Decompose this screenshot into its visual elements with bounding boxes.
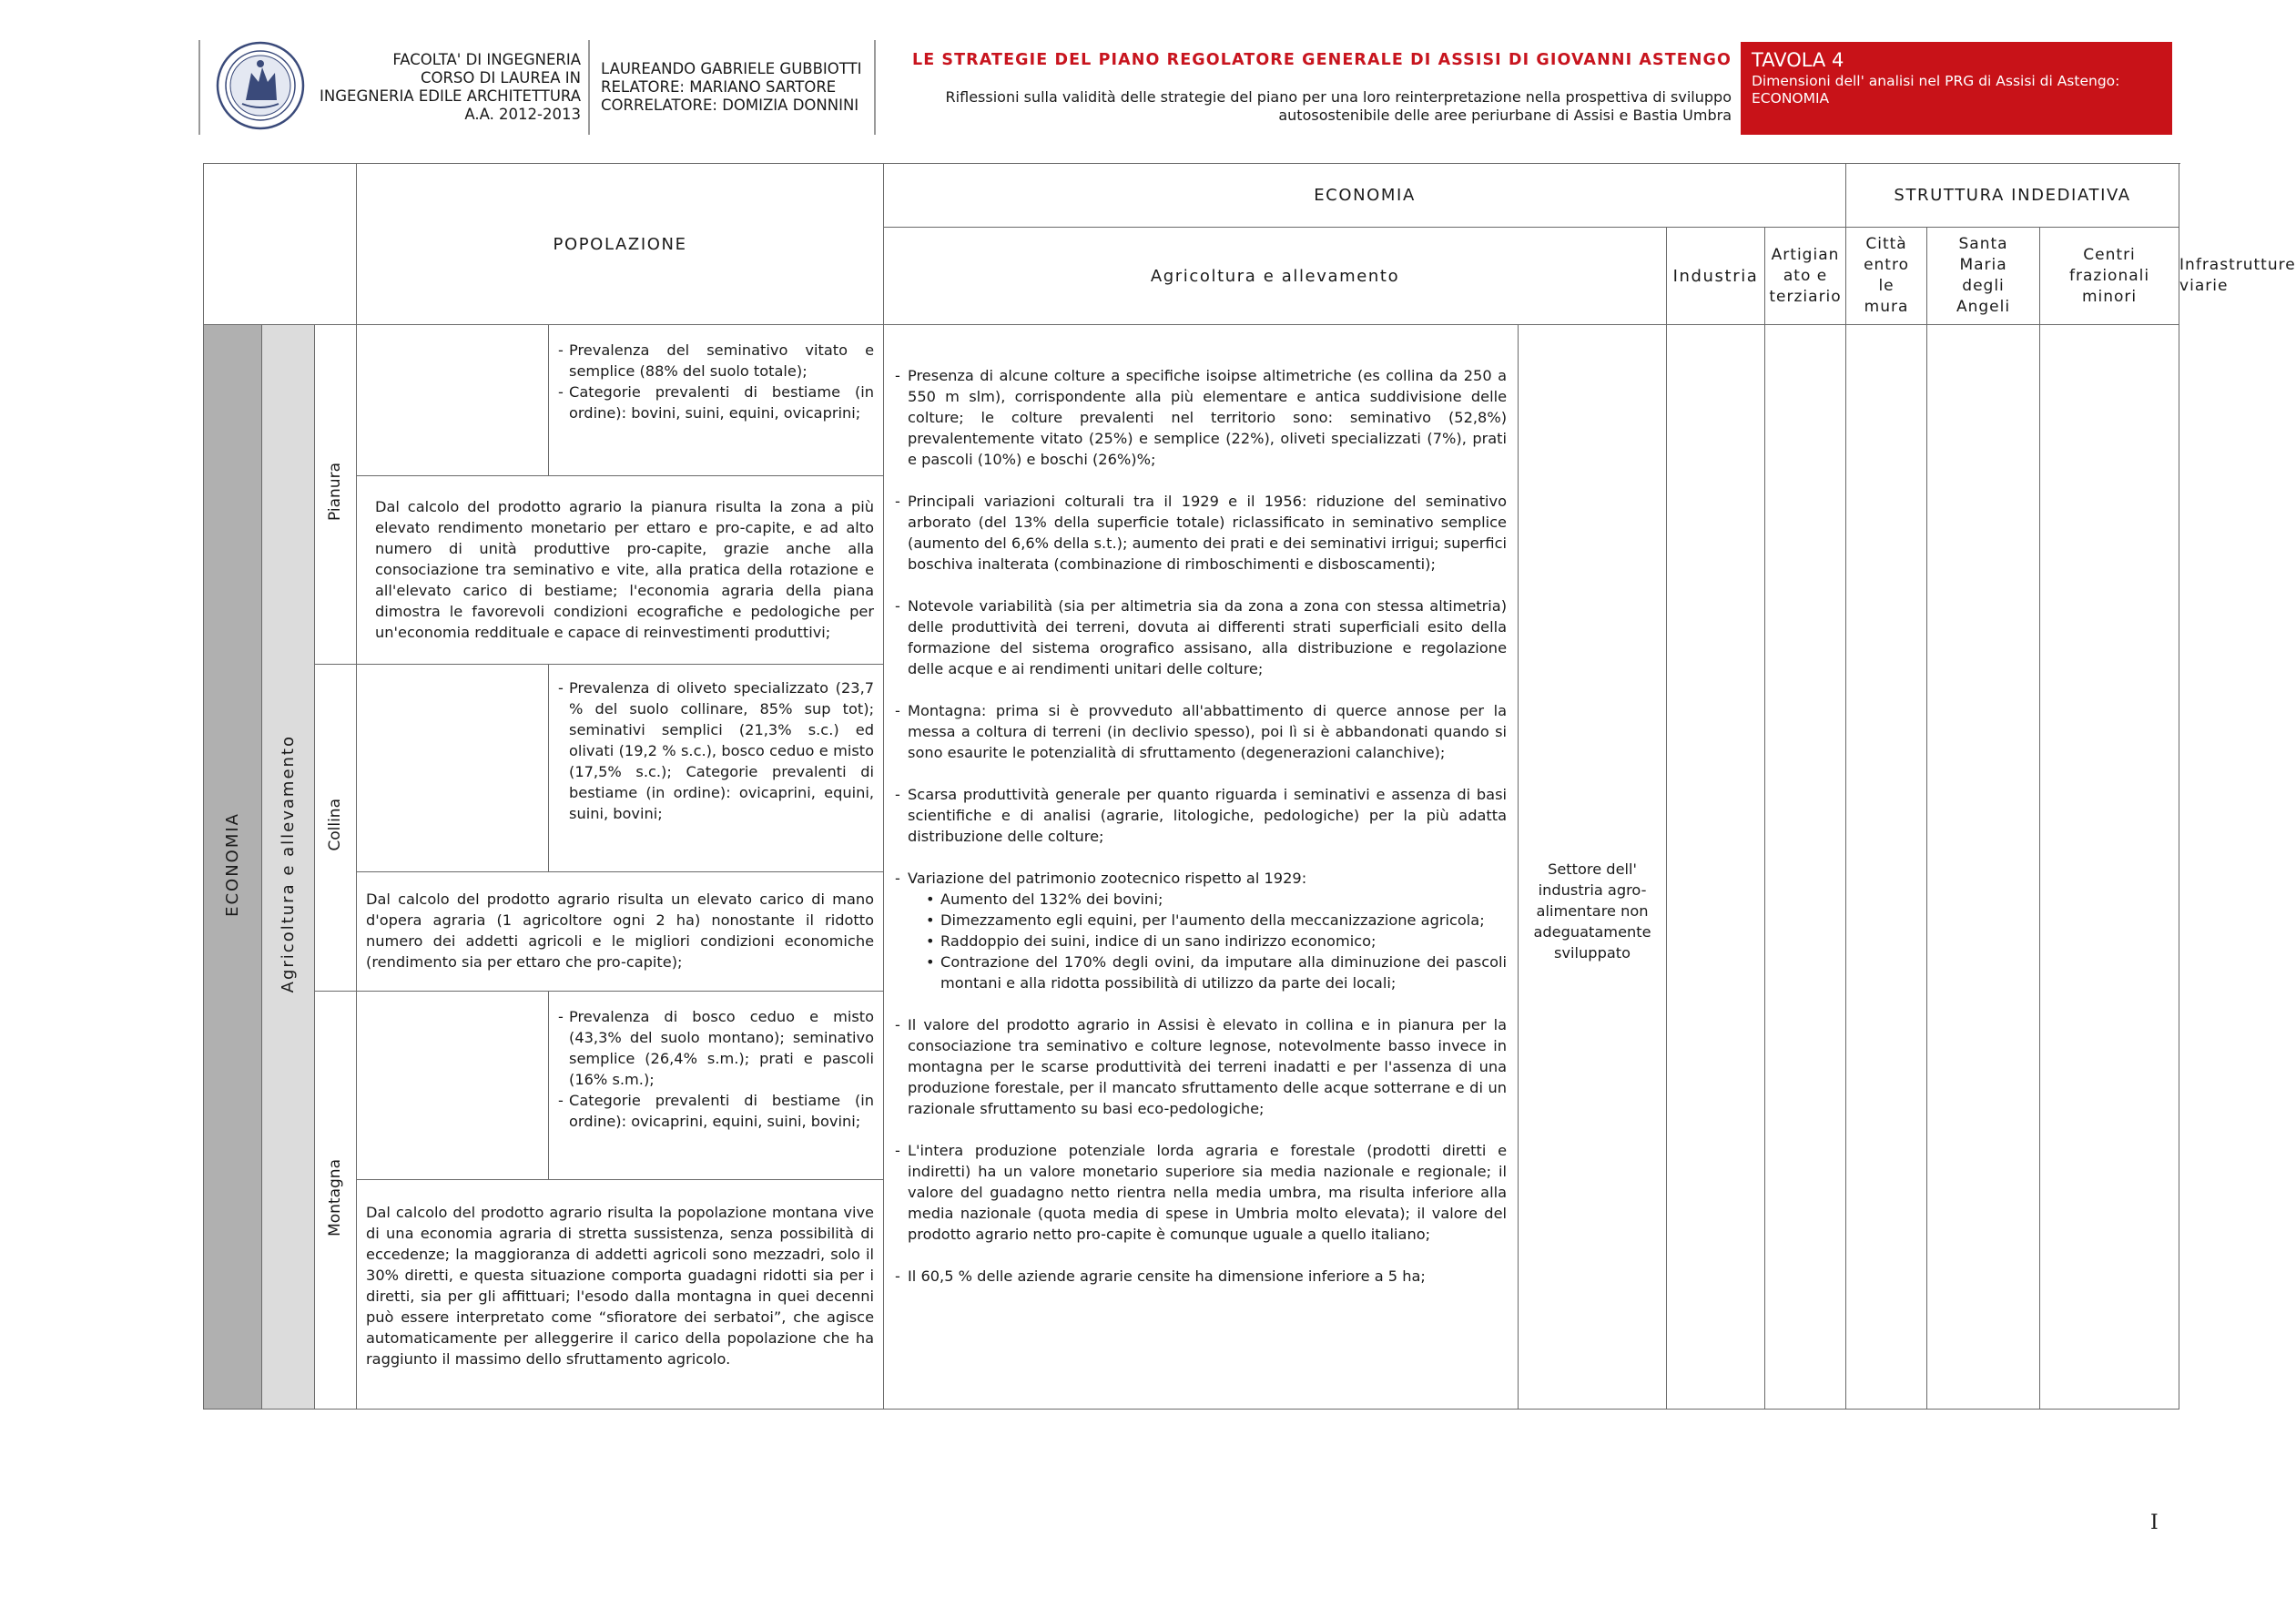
tavola-desc-line: Dimensioni dell' analisi nel PRG di Assisi di Astengo: xyxy=(1752,73,2120,89)
header-centri-frazionali-minori xyxy=(2040,228,2179,325)
list-item: - Prevalenza del seminativo vitato e semplice (88% del suolo totale); xyxy=(556,340,874,382)
santamaria-cell xyxy=(1846,325,1927,1410)
pianura-empty-cell xyxy=(357,325,549,476)
collina-population-text: Dal calcolo del prodotto agrario risulta un elevato carico di mano d'opera agraria (1 agricoltore ogni 2 ha) nonostante il ridotto numero dei addetti agricoli e le migliori condizioni economiche (rendimento sia per ettaro che pro-capite); xyxy=(366,891,875,971)
subtitle-line: Riflessioni sulla validità delle strategie del piano per una loro reinterpretazione nella prospettiva di sviluppo xyxy=(945,88,1732,106)
list-item xyxy=(895,868,1507,993)
tavola-desc-line: ECONOMIA xyxy=(1752,90,1830,107)
tavola-box xyxy=(1741,42,2172,135)
header-line: Angeli xyxy=(1956,298,2011,316)
infrastrutture-cell xyxy=(2040,325,2179,1410)
header-popolazione: POPOLAZIONE xyxy=(357,164,884,325)
header-line: Centri xyxy=(2083,245,2136,264)
header-artigianato-terziario xyxy=(1765,228,1846,325)
header-line: degli xyxy=(1962,277,2005,295)
montagna-economy-cell xyxy=(549,992,884,1180)
author-info xyxy=(601,40,874,155)
header-line: frazionali xyxy=(2069,266,2150,285)
list-item: - Scarsa produttività generale per quanto riguarda i seminativi e assenza di basi scientifiche e di analisi (agrarie, litologiche, pedologiche) per la più adatta distribuzione delle colture; xyxy=(895,784,1507,847)
zootecnico-intro: - Variazione del patrimonio zootecnico rispetto al 1929: xyxy=(908,870,1307,887)
list-item: - Principali variazioni colturali tra il 1929 e il 1956: riduzione del seminativo arborato (del 13% della superficie totale) riclassificato in seminativo semplice (aumento del 6,6% della s.t.); aumento dei prati e dei seminativi irrigui; superfici boschiva inalterata (combinazione di rimboschimenti e disboscamenti); xyxy=(895,491,1507,575)
header-agricoltura: Agricoltura e allevamento xyxy=(884,228,1667,325)
band-economia-label: ECONOMIA xyxy=(223,811,242,917)
centri-cell xyxy=(1927,325,2040,1410)
list-item: - Presenza di alcune colture a specifiche isoipse altimetriche (es collina da 250 a 550 m slm), corrispondente alla più elementare e antica suddivisione delle colture; le colture prevalenti nel territorio sono: seminativo (52,8%) prevalentemente vitato (25%) e semplice (22%), oliveti specializzati (7%), prati e pascoli (10%) e boschi (26%)%; xyxy=(895,365,1507,470)
list-item: - Prevalenza di bosco ceduo e misto (43,3% del suolo montano); seminativo semplice (26,4% s.m.); prati e pascoli (16% s.m.); xyxy=(556,1006,874,1090)
bullet-item: • Contrazione del 170% degli ovini, da imputare alla diminuzione dei pascoli montani e alla ridotta possibilità di utilizzo da parte dei locali; xyxy=(895,952,1507,993)
zone-collina xyxy=(315,665,357,992)
list-item: - Il valore del prodotto agrario in Assisi è elevato in collina e in pianura per la consociazione tra seminativo e colture legnose, notevolmente basso invece in montagna per le scarse produttività dei terreni inadatti e per l'assenza di una produzione forestale, per il mancato sfruttamento delle acque sotterrane e di un razionale sfruttamento su basi eco-pedologiche; xyxy=(895,1014,1507,1119)
economia-table: POPOLAZIONE ECONOMIA STRUTTURA INDEDIATIVA Agricoltura e allevamento Industria Artigian ato e terziario Città entro le mura Santa Maria degli Angeli Centri frazionali minori Infrastrutture viarie ECONOMIA Agricoltura e allevamento Pianura - Prevalenza del seminativo vitato e semplice (88% del suolo totale); - Categorie prevalenti di bestiame (in ordine): bovini, suini, equini, ovicaprini; - Presenza di alcune colture a specifiche isoipse altimetriche (es collina da 250 a 550 m slm), corrispondente alla più elementare e antica suddivisione delle colture; le colture prevalenti nel territorio sono: seminativo (52,8%) prevalentemente vitato (25%) e semplice (22%), oliveti specializzati (7%), prati e pascoli (10%) e boschi (26%)%; - Principali variazioni colturali tra il 1929 e il 1956: riduzione del seminativo arborato (del 13% della superficie totale) riclassificato in seminativo semplice (aumento del 6,6% della s.t.); aumento dei prati e dei seminativi irrigui; superfici boschiva inalterata (combinazione di rimboschimenti e disboscamenti); - Notevole variabilità (sia per altimetria sia da zona a zona con stessa altimetria) delle produttività dei terreni, dovuta ai differenti strati superficiali esito della formazione del sistema orografico assisano, alla distribuzione e regolazione delle acque e ai rendimenti unitari delle colture; - Montagna: prima si è provveduto all'abbattimento di querce annose per la messa a coltura di terreni (in declivio spesso), poi lì si è abbandonati quando si sono esaurite le potenzialità di sfruttamento (degenerazioni calanchive); - Scarsa produttività generale per quanto riguarda i seminativi e assenza di basi scientifiche e di analisi (agrarie, litologiche, pedologiche) per la più adatta distribuzione delle colture; - Variazione del patrimonio zootecnico rispetto al 1929: • Aumento del 132% dei bovini; • Dimezzamento egli equini, per l'aumento della meccanizzazione agricola; • Raddoppio dei suini, indice di un sano indirizzo economico; • Contrazione del 170% degli ovini, da imputare alla diminuzione dei pascoli montani e alla ridotta possibilità di utilizzo da parte dei locali; - Il valore del prodotto agrario in Assisi è elevato in collina e in pianura per la consociazione tra seminativo e colture legnose, notevolmente basso invece in montagna per le scarse produttività dei terreni inadatti e per l'assenza di una produzione forestale, per il mancato sfruttamento delle acque sotterrane e di un razionale sfruttamento su basi eco-pedologiche; - L'intera produzione potenziale lorda agraria e forestale (prodotti diretti e indiretti) ha un valore monetario superiore sia media nazionale e regionale; il valore del guadagno netto rientra nella media umbra, ma risulta inferiore alla media nazionale (quota media di spese in Umbria molto elevata); il valore del prodotto agrario netto pro-capite è comunque uguale a quello italiano; - Il 60,5 % delle aziende agrarie censite ha dimensione inferiore a 5 ha; Settore dell' industria agro-alimentare non adeguatamente sviluppato Dal calcolo del prodotto agrario la pianura risulta la zona a più elevato rendimento monetario per ettaro e pro-capite, e ad alto numero di unità produttive pro-capite, grazie anche alla consociazione tra seminativo e vite, alla pratica della rotazione e all'elevato carico di bestiame; l'economia agraria della piana dimostra le favorevoli condizioni ecografiche e pedologiche per un'economia reddituale e capace di reinvestimenti produttivi; Collina - Prevalenza di oliveto specializzato (23,7 % del suolo collinare, 85% sup tot); seminativi semplici (21,3% s.c.) ed olivati (19,2 % s.c.), bosco ceduo e misto (17,5% s.c.); Categorie prevalenti di bestiame (in ordine): ovicaprini, equini, suini, bovini; Dal calcolo del prodotto agrario risulta un elevato carico di mano d'opera agraria (1 agricoltore ogni 2 ha) nonostante il ridotto numero dei addetti agricoli e le migliori condizioni economiche (rendimento sia per ettaro che pro-capite); Montagna - Prevalenza di bosco ceduo e misto (43,3% del suolo montano); seminativo semplice (26,4% s.m.); prati e pascoli (16% s.m.); - Categorie prevalenti di bestiame (in ordine): ovicaprini, equini, suini, bovini; Dal calcolo del prodotto agrario risulta la popolazione montana vive di una economia agraria di stretta sussistenza, senza possibilità di eccedenze; la maggioranza di addetti agricoli sono mezzadri, solo il 30% diretti, e questa situazione comporta guadagni ridotti sia per i diretti, sia per gli affittuari; l'esodo dalla montagna in quei decenni può essere interpretato come “sfioratore dei serbatoi”, che agisce automaticamente per alleggerire il carico della popolazione che ha raggiunto il massimo dello sfruttamento agricolo. xyxy=(203,163,2179,1410)
faculty-line: CORSO DI LAUREA IN xyxy=(420,69,581,87)
bullet-item: • Aumento del 132% dei bovini; xyxy=(895,889,1507,910)
header-divider xyxy=(588,40,590,135)
header-line: Città xyxy=(1865,235,1907,253)
header-line: Artigian xyxy=(1771,245,1840,264)
zone-montagna-label: Montagna xyxy=(326,1158,344,1237)
band-economia xyxy=(204,325,262,1410)
list-item: - Il 60,5 % delle aziende agrarie censite ha dimensione inferiore a 5 ha; xyxy=(895,1266,1507,1287)
montagna-empty-cell xyxy=(357,992,549,1180)
industria-note: Settore dell' industria agro-alimentare non adeguatamente sviluppato xyxy=(1533,860,1651,962)
artigianato-cell xyxy=(1667,325,1765,1410)
header-line: mura xyxy=(1864,298,1909,316)
pianura-population-text: Dal calcolo del prodotto agrario la pianura risulta la zona a più elevato rendimento monetario per ettaro e pro-capite, e ad alto numero di unità produttive pro-capite, grazie anche alla consociazione tra seminativo e vite, alla pratica della rotazione e all'elevato carico di bestiame; l'economia agraria della piana dimostra le favorevoli condizioni ecografiche e pedologiche per un'economia reddituale e capace di reinvestimenti produttivi; xyxy=(375,498,875,641)
header-line: terziario xyxy=(1769,287,1842,306)
montagna-population-cell xyxy=(357,1180,884,1410)
header-struttura-indediativa: STRUTTURA INDEDIATIVA xyxy=(1846,164,2179,228)
bullet-item: • Raddoppio dei suini, indice di un sano indirizzo economico; xyxy=(895,931,1507,952)
header-line: Maria xyxy=(1959,256,2007,274)
zone-collina-label: Collina xyxy=(326,799,344,851)
list-item: - Prevalenza di oliveto specializzato (23,7 % del suolo collinare, 85% sup tot); seminativi semplici (21,3% s.c.) ed olivati (19,2 % s.c.), bosco ceduo e misto (17,5% s.c.); Categorie prevalenti di bestiame (in ordine): ovicaprini, equini, suini, bovini; xyxy=(556,677,874,824)
header-line: Santa xyxy=(1958,235,2008,253)
header-santa-maria-degli-angeli xyxy=(1927,228,2040,325)
header-divider xyxy=(198,40,200,135)
thesis-subtitle xyxy=(892,88,1732,125)
header-line: le xyxy=(1878,277,1895,295)
faculty-line: FACOLTA' DI INGEGNERIA xyxy=(392,51,581,68)
industria-cell xyxy=(1519,325,1667,1410)
band-agricoltura xyxy=(262,325,315,1410)
collina-population-cell xyxy=(357,872,884,992)
corner-cell xyxy=(204,164,357,325)
seal-icon xyxy=(215,40,306,131)
list-item: - Montagna: prima si è provveduto all'abbattimento di querce annose per la messa a coltura di terreni (in declivio spesso), poi lì si è abbandonati quando si sono esaurite le potenzialità di sfruttamento (degenerazioni calanchive); xyxy=(895,700,1507,763)
header-line: ato e xyxy=(1783,266,1828,285)
zone-pianura-label: Pianura xyxy=(326,463,344,521)
tavola-description xyxy=(1752,73,2161,107)
header-divider xyxy=(874,40,876,135)
zone-pianura xyxy=(315,325,357,665)
collina-empty-cell xyxy=(357,665,549,872)
faculty-line: INGEGNERIA EDILE ARCHITETTURA xyxy=(320,87,581,105)
band-agricoltura-label: Agricoltura e allevamento xyxy=(279,735,298,993)
list-item: - Categorie prevalenti di bestiame (in ordine): ovicaprini, equini, suini, bovini; xyxy=(556,1090,874,1132)
header-line: entro xyxy=(1864,256,1909,274)
candidate: LAUREANDO GABRIELE GUBBIOTTI xyxy=(601,60,862,77)
academic-year: A.A. 2012-2013 xyxy=(464,106,581,123)
collina-economy-cell xyxy=(549,665,884,872)
header-economia: ECONOMIA xyxy=(884,164,1846,228)
co-supervisor: CORRELATORE: DOMIZIA DONNINI xyxy=(601,97,859,114)
supervisor: RELATORE: MARIANO SARTORE xyxy=(601,78,837,96)
tavola-number: TAVOLA 4 xyxy=(1752,49,1844,71)
subtitle-line: autosostenibile delle aree periurbane di Assisi e Bastia Umbra xyxy=(1278,107,1732,124)
pianura-population-cell xyxy=(357,476,884,665)
header-industria: Industria xyxy=(1667,228,1765,325)
list-item: - Categorie prevalenti di bestiame (in ordine): bovini, suini, equini, ovicaprini; xyxy=(556,382,874,423)
montagna-population-text: Dal calcolo del prodotto agrario risulta la popolazione montana vive di una economia agraria di stretta sussistenza, senza possibilità di eccedenze; la maggioranza di addetti agricoli sono mezzadri, solo il 30% diretti, e questa situazione comporta guadagni ridotti sia per i diretti, sia per gli affittuari; l'esodo dalla montagna in quei decenni può essere interpretato come “sfioratore dei serbatoi”, che agisce automaticamente per alleggerire il carico della popolazione che ha raggiunto il massimo dello sfruttamento agricolo. xyxy=(366,1204,875,1368)
pianura-economy-cell xyxy=(549,325,884,476)
faculty-info xyxy=(315,40,581,146)
title-block xyxy=(892,40,1732,135)
university-seal xyxy=(215,40,306,131)
list-item: - Notevole variabilità (sia per altimetria sia da zona a zona con stessa altimetria) delle produttività dei terreni, dovuta ai differenti strati superficiali esito della formazione del sistema orografico assisano, alla distribuzione e regolazione delle acque e ai rendimenti unitari delle colture; xyxy=(895,595,1507,679)
citta-cell xyxy=(1765,325,1846,1410)
zone-montagna xyxy=(315,992,357,1410)
bullet-item: • Dimezzamento egli equini, per l'aumento della meccanizzazione agricola; xyxy=(895,910,1507,931)
general-analysis-cell xyxy=(884,325,1519,1410)
header-line: minori xyxy=(2081,287,2138,306)
list-item: - L'intera produzione potenziale lorda agraria e forestale (prodotti diretti e indiretti) ha un valore monetario superiore sia media nazionale e regionale; il valore del guadagno netto rientra nella media umbra, ma risulta inferiore alla media nazionale (quota media di spese in Umbria molto elevata); il valore del prodotto agrario netto pro-capite è comunque uguale a quello italiano; xyxy=(895,1140,1507,1245)
thesis-title: LE STRATEGIE DEL PIANO REGOLATORE GENERALE DI ASSISI DI GIOVANNI ASTENGO xyxy=(911,51,1732,69)
header-citta-entro-le-mura xyxy=(1846,228,1927,325)
page-number: I xyxy=(2150,1511,2159,1534)
